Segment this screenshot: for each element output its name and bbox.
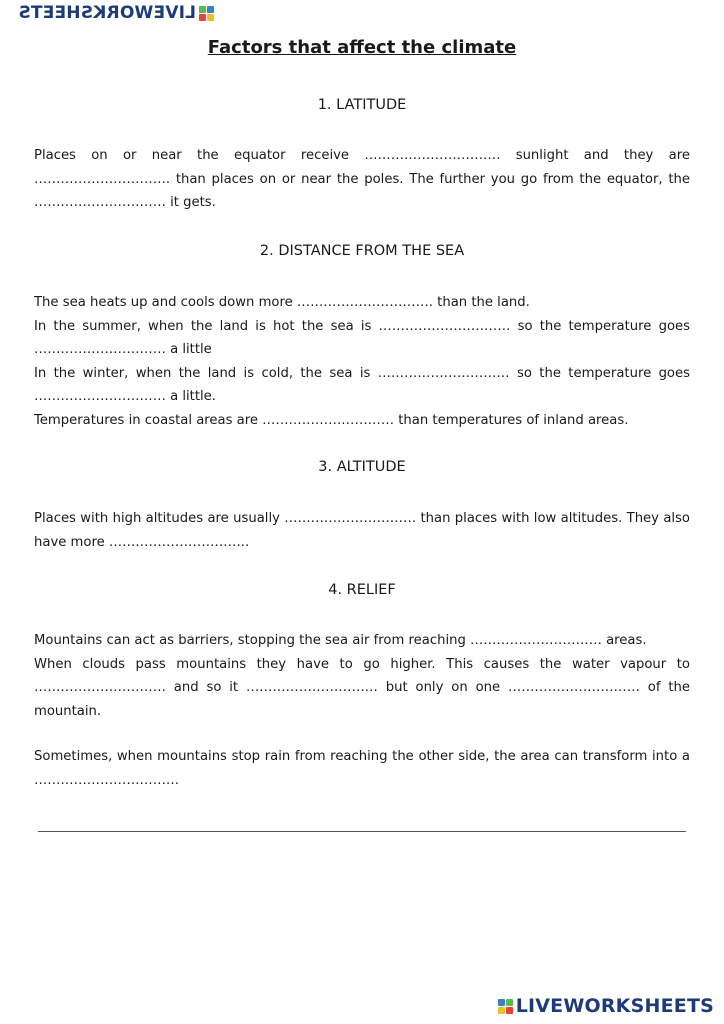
section-heading-distance-from-sea: 2. DISTANCE FROM THE SEA [259,243,465,259]
text-line: In the summer, when the land is hot the sea is ………………………… so the temperature goes ………………………… a little [34,318,690,357]
text-line: Places on or near the equator receive …………………………. sunlight and they are …………………………. than places on or near the poles. The further you go from the equator, the ………………………… it gets. [34,148,690,210]
text-line: In the winter, when the land is cold, the sea is ………………………… so the temperature goes ………………………… a little. [34,365,690,404]
divider-line [38,831,686,832]
brand-logo [498,994,714,1018]
section-body-relief [34,629,690,792]
text-line: The sea heats up and cools down more …………………………. than the land. [34,295,530,310]
brand-name: LIVEWORKSHEETS [515,995,714,1017]
section-heading-relief: 4. RELIEF [328,582,396,598]
text-line: Places with high altitudes are usually ………………………… than places with low altitudes. They also have more ………………………….. [34,511,690,550]
section-body-latitude [34,144,690,215]
brand-name: LIVEWORKSHEETS [18,3,196,23]
section-body-distance-from-sea [34,291,690,432]
brand-mark-icon [498,999,513,1014]
section-heading-latitude: 1. LATITUDE [317,97,407,113]
text-line: Mountains can act as barriers, stopping the sea air from reaching ………………………… areas. [34,633,647,648]
worksheet-title: Factors that affect the climate [207,37,517,58]
text-line: When clouds pass mountains they have to go higher. This causes the water vapour to ………………………… and so it ………………………… but only on one ………………………… of the mountain. [34,656,690,719]
text-line: Temperatures in coastal areas are ………………………… than temperatures of inland areas. [34,412,629,428]
section-heading-altitude: 3. ALTITUDE [318,459,406,475]
section-body-altitude [34,507,690,554]
brand-logo-mirrored [18,2,214,24]
brand-mark-icon [199,6,214,21]
text-line: Sometimes, when mountains stop rain from reaching the other side, the area can transform into a …………………………… [34,749,690,788]
